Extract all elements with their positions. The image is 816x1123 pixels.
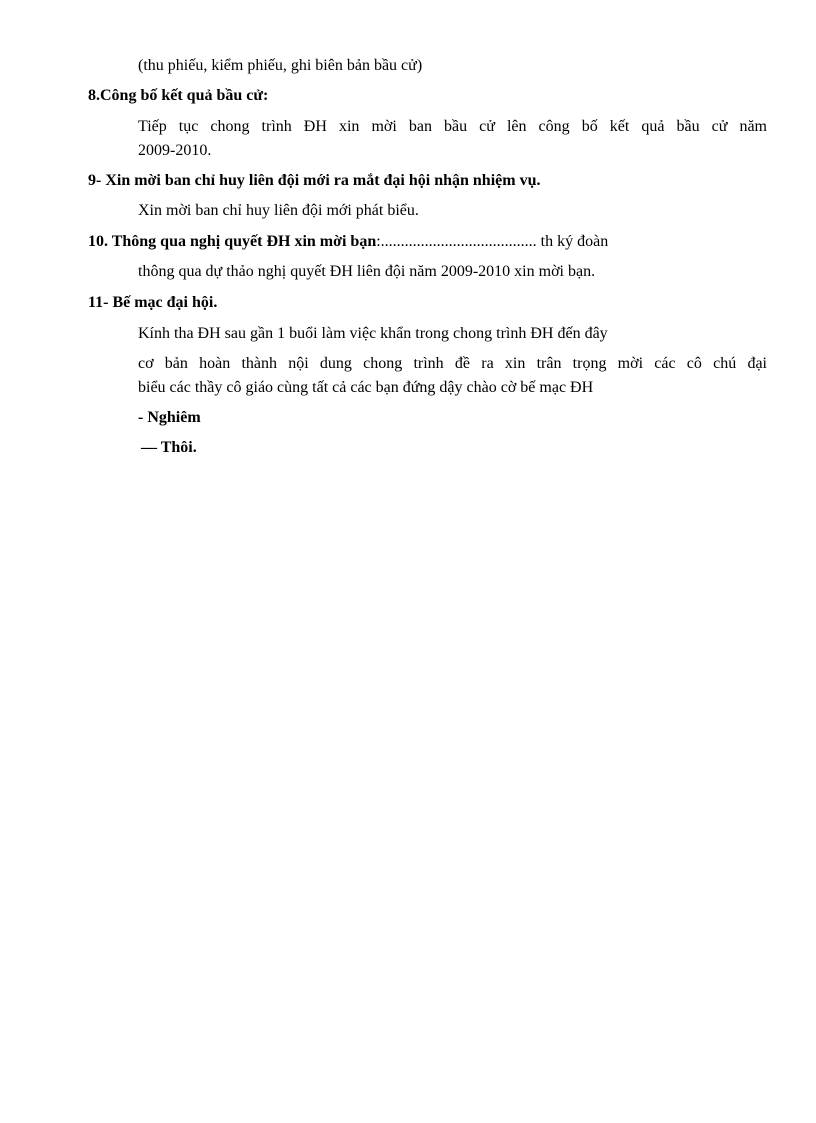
paragraph-section-10: thông qua dự thảo nghị quyết ĐH liên đội năm 2009-2010 xin mời bạn. xyxy=(138,263,596,280)
text-line-ballot-note: (thu phiếu, kiểm phiếu, ghi biên bản bầu cử) xyxy=(138,57,423,74)
paragraph-section-9: Xin mời ban chỉ huy liên đội mới phát biểu. xyxy=(138,202,419,219)
heading-section-11: 11- Bế mạc đại hội. xyxy=(88,294,218,311)
heading-section-10-rest: :....................................... th ký đoàn xyxy=(376,233,609,250)
paragraph-section-11-line-1: Kính tha ĐH sau gần 1 buổi làm việc khẩn trong chong trình ĐH đến đây xyxy=(138,325,608,342)
paragraph-section-11-line-2: cơ bản hoàn thành nội dung chong trình đề ra xin trân trọng mời các cô chú đại xyxy=(138,355,767,372)
paragraph-section-8-line-1: Tiếp tục chong trình ĐH xin mời ban bầu cử lên công bố kết quả bầu cử năm xyxy=(138,118,767,135)
instruction-attention: - Nghiêm xyxy=(138,409,201,426)
paragraph-section-8-line-2: 2009-2010. xyxy=(138,142,212,159)
heading-section-8: 8.Công bố kết quả bầu cử: xyxy=(88,87,269,104)
heading-section-10 xyxy=(88,232,608,252)
heading-section-10-bold: 10. Thông qua nghị quyết ĐH xin mời bạn xyxy=(88,233,377,250)
paragraph-section-11-line-3: biểu các thầy cô giáo cùng tất cả các bạn đứng dậy chào cờ bế mạc ĐH xyxy=(138,379,594,396)
heading-section-9: 9- Xin mời ban chỉ huy liên đội mới ra mắt đại hội nhận nhiệm vụ. xyxy=(88,172,541,189)
instruction-at-ease: — Thôi. xyxy=(141,439,197,456)
